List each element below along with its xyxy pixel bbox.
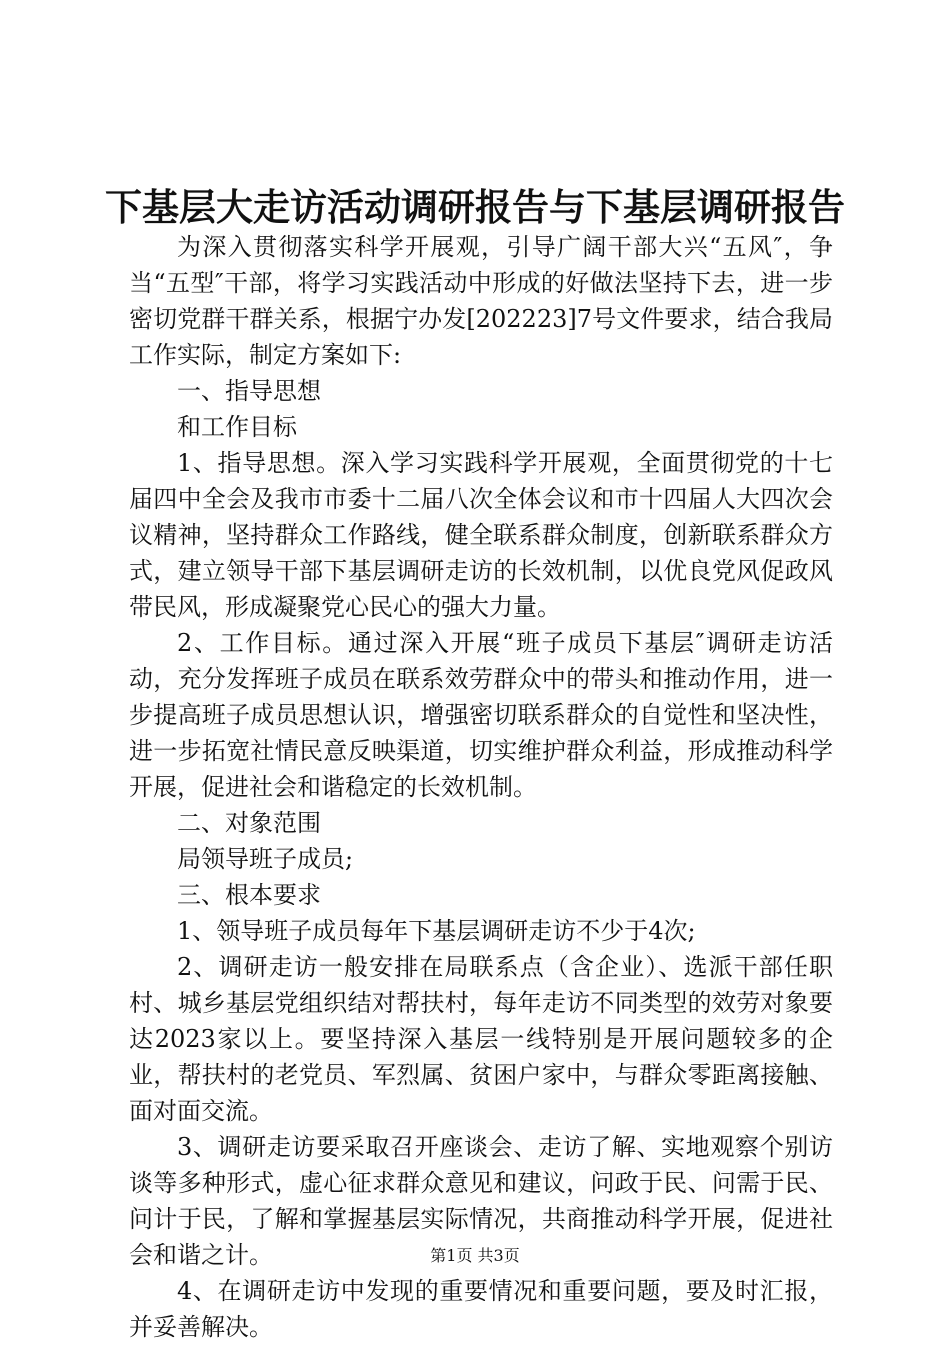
paragraph-guiding-thought: 1、指导思想。深入学习实践科学开展观，全面贯彻党的十七届四中全会及我市市委十二届八次全体会议和市十四届人大四次会议精神，坚持群众工作路线，健全联系群众制度，创新联系群众方式，建立领导干部下基层调研走访的长效机制，以优良党风促政风带民风，形成凝聚党心民心的强大力量。 <box>129 449 833 621</box>
section-heading-scope: 二、对象范围 <box>177 809 321 837</box>
paragraph-requirement-3: 3、调研走访要采取召开座谈会、走访了解、实地观察个别访谈等多种形式，虚心征求群众意见和建议，问政于民、问需于民、问计于民，了解和掌握基层实际情况，共商推动科学开展，促进社会和谐之计。 <box>129 1133 833 1269</box>
paragraph-scope: 局领导班子成员; <box>177 845 354 873</box>
paragraph-requirement-2: 2、调研走访一般安排在局联系点（含企业）、选派干部任职村、城乡基层党组织结对帮扶村，每年走访不同类型的效劳对象要达2023家以上。要坚持深入基层一线特别是开展问题较多的企业，帮扶村的老党员、军烈属、贫困户家中，与群众零距离接触、面对面交流。 <box>129 953 833 1125</box>
document-body <box>129 229 833 1345</box>
paragraph-work-goals: 2、工作目标。通过深入开展“班子成员下基层″调研走访活动，充分发挥班子成员在联系效劳群众中的带头和推动作用，进一步提高班子成员思想认识，增强密切联系群众的自觉性和坚决性，进一步拓宽社情民意反映渠道，切实维护群众利益，形成推动科学开展，促进社会和谐稳定的长效机制。 <box>129 629 833 801</box>
paragraph-requirement-4: 4、在调研走访中发现的重要情况和重要问题，要及时汇报，并妥善解决。 <box>129 1277 833 1341</box>
page-footer: 第1页 共3页 <box>430 1246 520 1265</box>
paragraph-requirement-1: 1、领导班子成员每年下基层调研走访不少于4次; <box>177 917 696 945</box>
paragraph-intro: 为深入贯彻落实科学开展观，引导广阔干部大兴“五风″，争当“五型″干部，将学习实践活动中形成的好做法坚持下去，进一步密切党群干群关系，根据宁办发[202223]7号文件要求，结合我局工作实际，制定方案如下: <box>129 233 833 369</box>
section-heading-requirements: 三、根本要求 <box>177 881 321 909</box>
document-title: 下基层大走访活动调研报告与下基层调研报告 <box>105 186 845 229</box>
section-heading-work-goals: 和工作目标 <box>177 413 297 441</box>
section-heading-guiding-thought: 一、指导思想 <box>177 377 321 405</box>
